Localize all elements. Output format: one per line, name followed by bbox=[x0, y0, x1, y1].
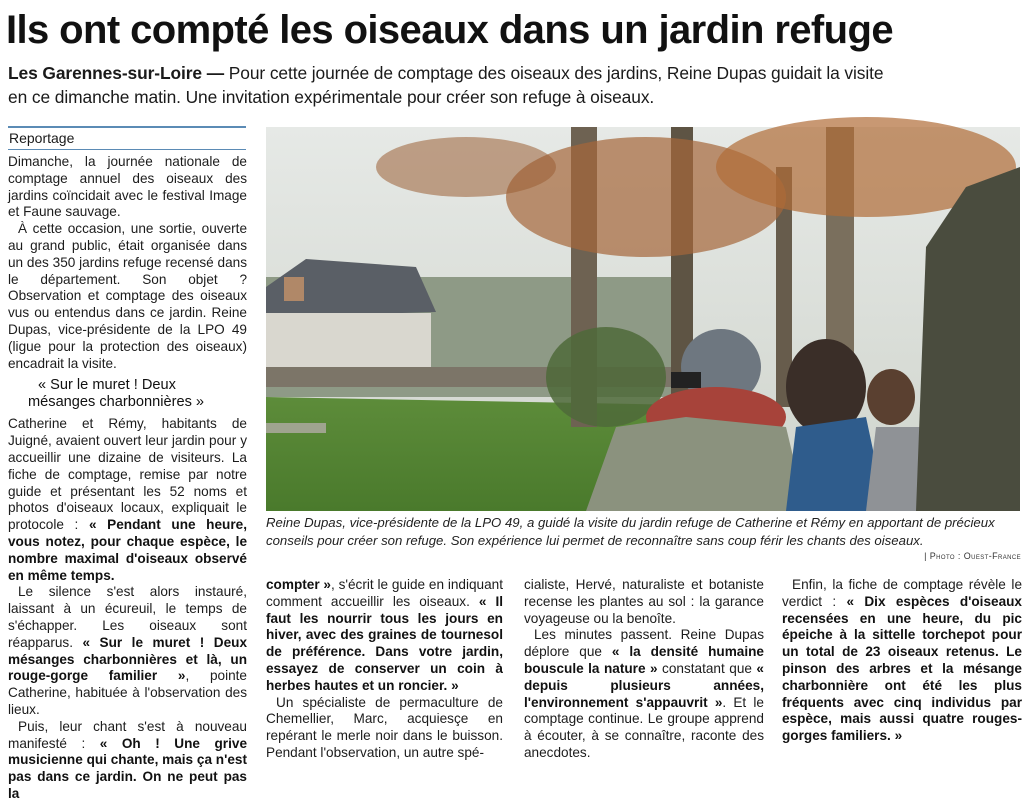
paragraph: Un spécialiste de permaculture de Chemellier, Marc, acquiesçe en repérant le merle noir dans le buisson. Pendant l'observation, un autre spé- bbox=[266, 694, 503, 760]
article-column-2 bbox=[266, 577, 503, 762]
article-column-1 bbox=[8, 154, 247, 803]
paragraph bbox=[8, 584, 247, 718]
text-run: Puis, leur chant s'est à nouveau manifesté : bbox=[8, 718, 247, 751]
quote: « Pendant une heure, vous notez, pour chaque espèce, le nombre maximal d'oiseaux observé en même temps. bbox=[8, 517, 247, 583]
paragraph bbox=[782, 577, 1022, 745]
paragraph: Dimanche, la journée nationale de comptage annuel des oiseaux des jardins coïncidait avec le festival Image et Faune sauvage. bbox=[8, 154, 247, 220]
chapeau bbox=[8, 61, 888, 109]
text-run: Enfin, la fiche de comptage révèle le verdict : bbox=[782, 577, 1022, 609]
paragraph: cialiste, Hervé, naturaliste et botaniste recense les plantes au sol : la garance voyageuse ou la benoîte. bbox=[524, 577, 764, 626]
birdwatchers-photo bbox=[266, 127, 1020, 511]
paragraph bbox=[266, 577, 503, 695]
article-column-4 bbox=[782, 577, 1022, 745]
quote: « depuis plusieurs années, l'environnement s'appauvrit » bbox=[524, 660, 764, 710]
quote: « Oh ! Une grive musicienne qui chante, mais ça n'est pas dans ce jardin. On ne peut pas la bbox=[8, 735, 247, 801]
text-run: Le silence s'est alors instauré, laissant à un écureuil, le temps de s'échapper. Les oiseaux sont réapparus. bbox=[8, 584, 247, 650]
photo-caption: Reine Dupas, vice-présidente de la LPO 49, a guidé la visite du jardin refuge de Catherine et Rémy en apportant de précieux conseils pour créer son refuge. Son expérience lui permet de reconnaître sans coup férir les chants des oiseaux. bbox=[266, 515, 995, 548]
section-rubric: Reportage bbox=[8, 126, 246, 150]
quote: « Dix espèces d'oiseaux recensées en une heure, du pic épeiche à la sittelle torchepot pour un total de 23 oiseaux retenus. Le pinson des arbres et la mésange charbonnière ont été les plus fréquents avec cinq individus par espèce, mais aussi quatre rouges-gorges familiers. » bbox=[782, 593, 1022, 744]
quote: « la densité humaine bouscule la nature » bbox=[524, 644, 764, 676]
quote: « Sur le muret ! Deux mésanges charbonnières et là, un rouge-gorge familier » bbox=[8, 634, 248, 684]
chapeau-text: Pour cette journée de comptage des oiseaux des jardins, Reine Dupas guidait la visite en ce dimanche matin. Une invitation expérimentale pour créer son refuge à oiseaux. bbox=[8, 63, 884, 107]
text-run: , s'écrit le guide en indiquant comment accueillir les oiseaux. bbox=[266, 577, 504, 609]
text-run: , pointe Catherine, habituée à l'observation des lieux. bbox=[8, 668, 247, 717]
quote: « Il faut les nourrir tous les jours en hiver, avec des graines de tournesol de préférence. Dans votre jardin, essayez de conserver un coin à herbes hautes et un roncier. » bbox=[266, 593, 504, 693]
headline: Ils ont compté les oiseaux dans un jardin refuge bbox=[6, 8, 893, 52]
paragraph bbox=[8, 416, 247, 584]
intertitle: « Sur le muret ! Deux mésanges charbonnières » bbox=[28, 377, 205, 411]
paragraph bbox=[524, 627, 764, 761]
quote: compter » bbox=[266, 577, 331, 592]
text-run: Catherine et Rémy, habitants de Juigné, avaient ouvert leur jardin pour y accueillir une dizaine de visiteurs. La fiche de comptage, remise par notre guide et présentant les 52 noms et photos d'oiseaux locaux, expliquait le protocole : bbox=[8, 416, 247, 533]
text-run: constatant que bbox=[657, 660, 757, 676]
article-photo bbox=[266, 127, 1020, 511]
paragraph: À cette occasion, une sortie, ouverte au grand public, était organisée dans un des 350 jardins refuge recensé dans le département. Son objet ? Observation et comptage des oiseaux vus ou entendus dans ce jardin. Reine Dupas, vice-présidente de la LPO 49 (ligue pour la protection des oiseaux) encadrait la visite. bbox=[8, 221, 247, 371]
photo-credit: | Photo : Ouest-France bbox=[924, 551, 1021, 561]
text-run: Les minutes passent. Reine Dupas déplore que bbox=[524, 627, 764, 660]
text-run: . Et le comptage continue. Le groupe apprend à écouter, à se connaître, raconte des anecdotes. bbox=[524, 694, 764, 760]
article-column-3 bbox=[524, 577, 764, 762]
paragraph bbox=[8, 719, 247, 803]
chapeau-place: Les Garennes-sur-Loire — bbox=[8, 63, 225, 83]
